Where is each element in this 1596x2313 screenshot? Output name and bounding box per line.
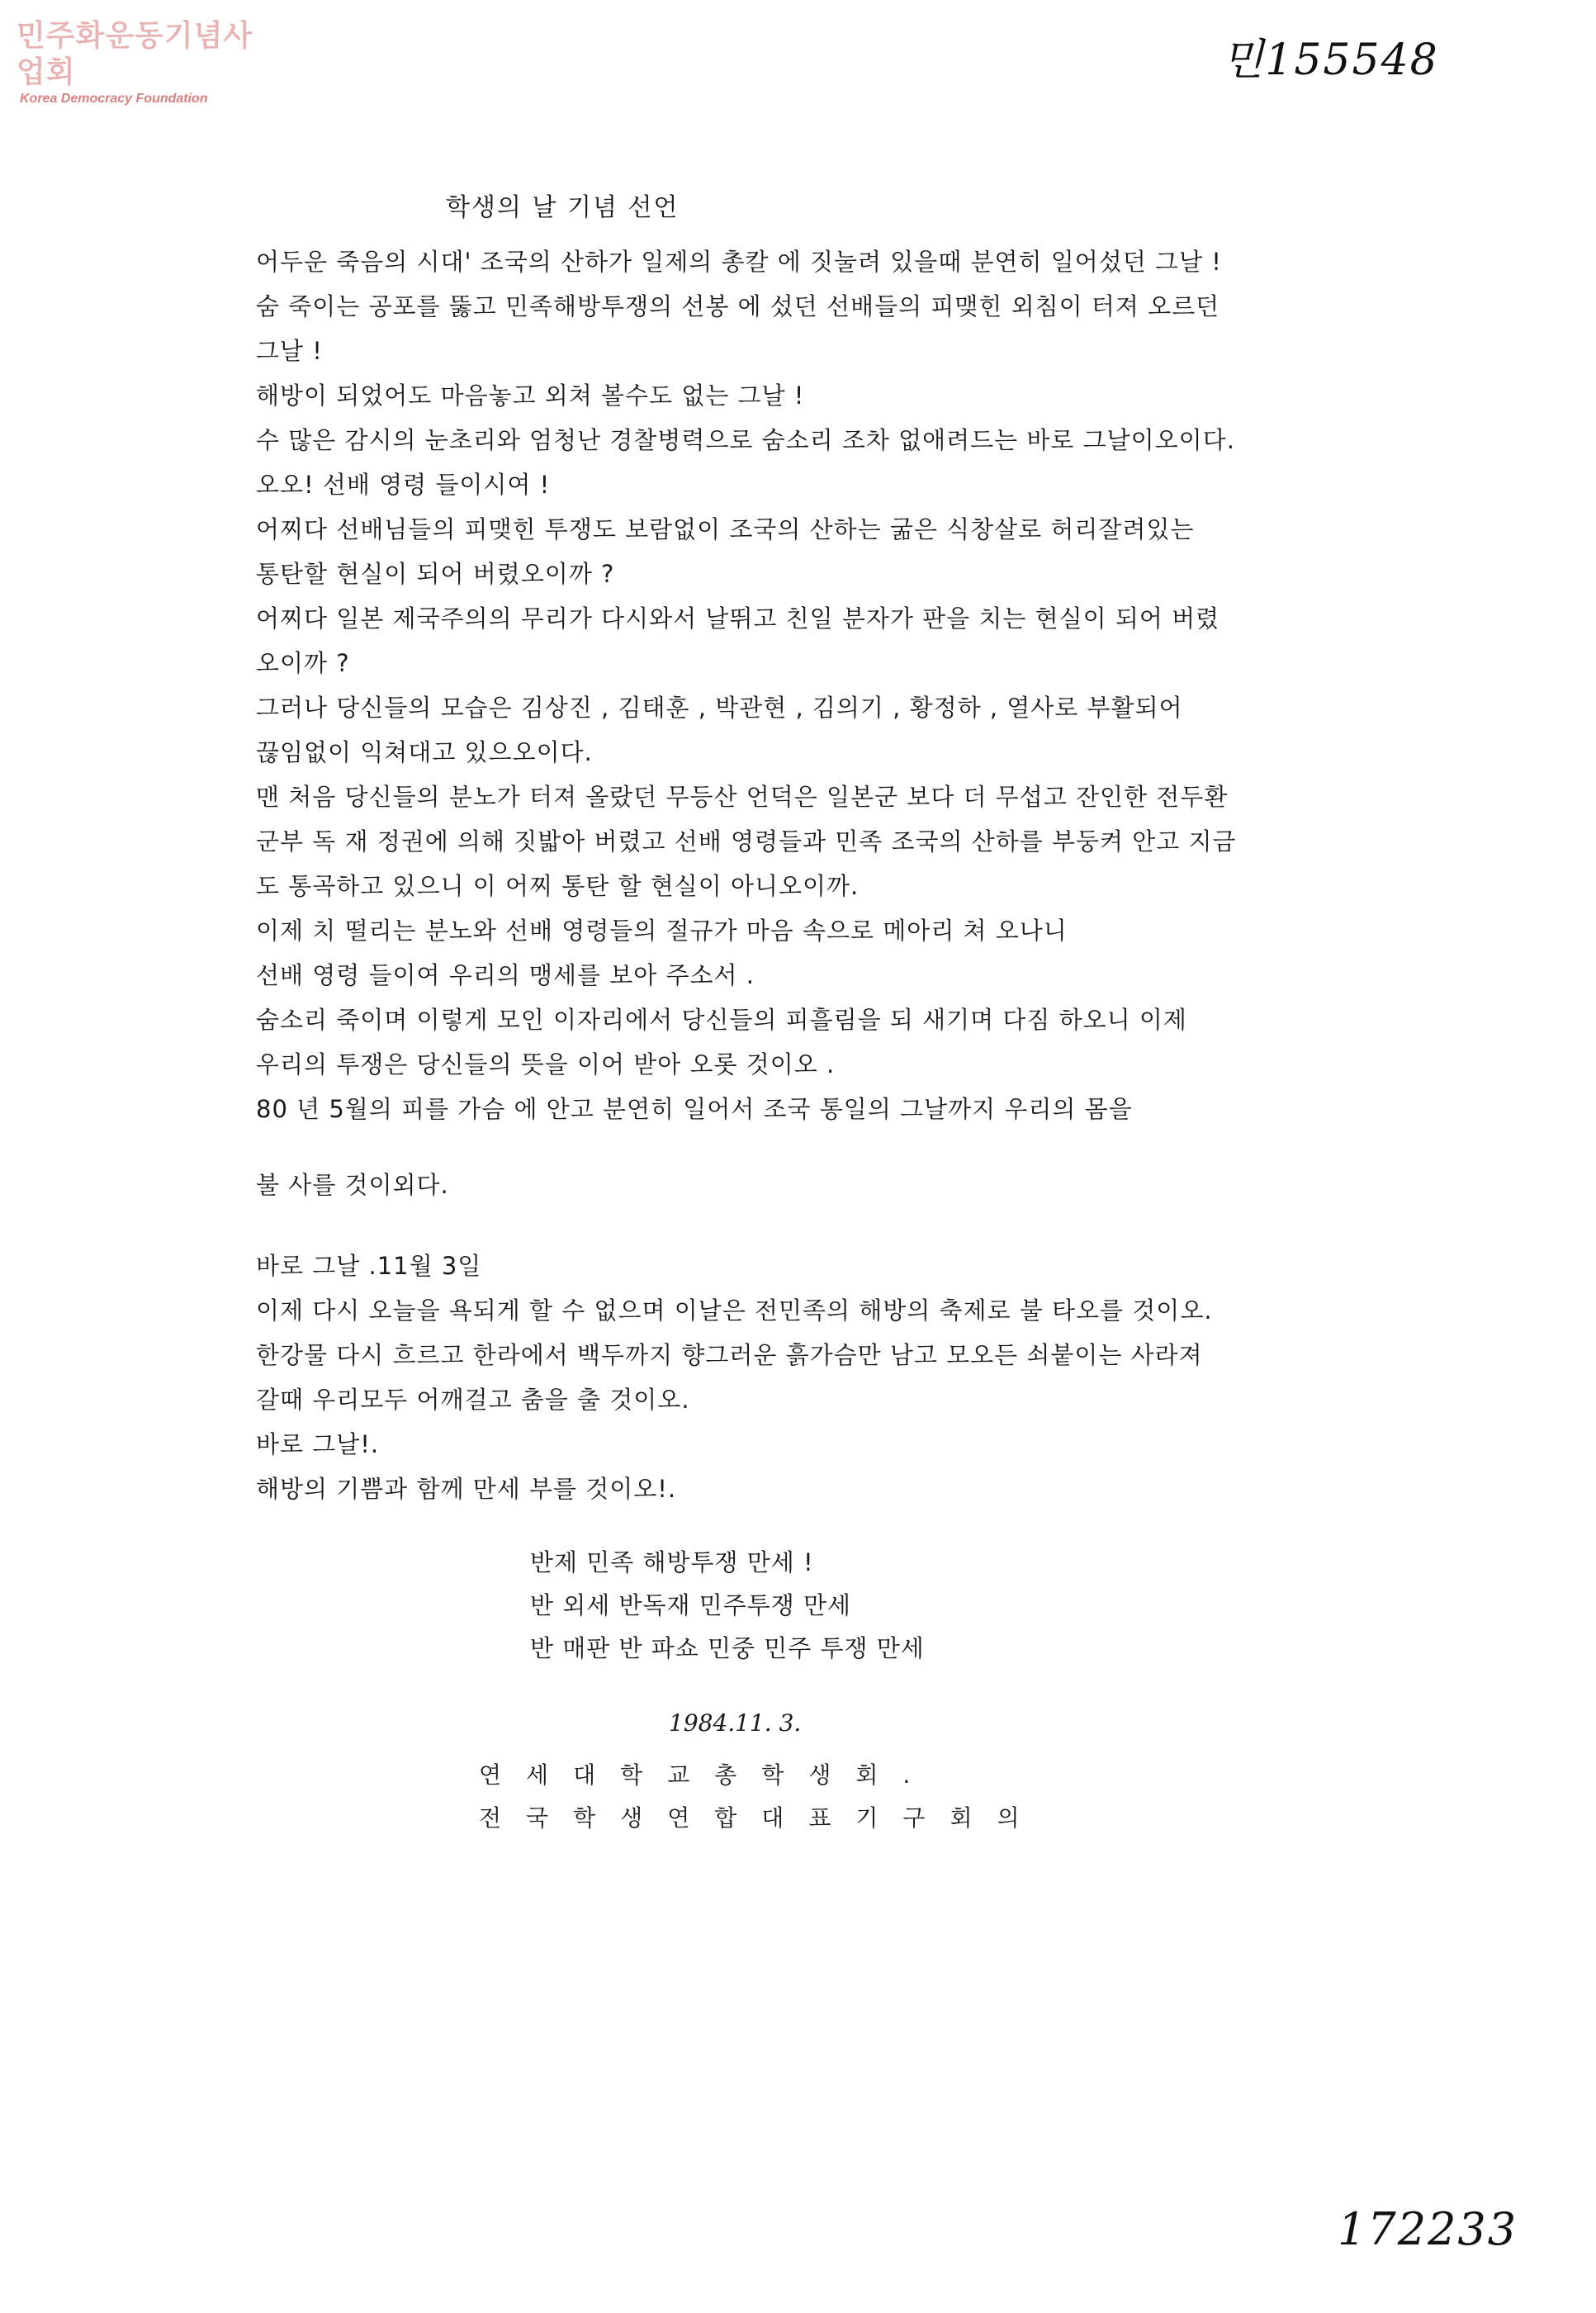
body-line: 어찌다 선배님들의 피맺힌 투쟁도 보람없이 조국의 산하는 굶은 식창살로 허리잘려있는 <box>256 515 1195 543</box>
slogan: 반제 민족 해방투쟁 만세 ! <box>530 1548 814 1576</box>
slogan: 반 외세 반독재 민주투쟁 만세 <box>530 1591 852 1619</box>
body-line: 맨 처음 당신들의 분노가 터져 올랐던 무등산 언덕은 일본군 보다 더 무섭고 잔인한 전두환 <box>256 783 1229 811</box>
body-line: 어두운 죽음의 시대' 조국의 산하가 일제의 총칼 에 짓눌려 있을때 분연히 일어섰던 그날 ! <box>256 248 1222 276</box>
body-line: 어찌다 일본 제국주의의 무리가 다시와서 날뛰고 친일 분자가 판을 치는 현실이 되어 버렸 <box>256 604 1220 633</box>
watermark-korean: 민주화운동기념사업회 <box>17 19 253 89</box>
body-line: 80 년 5월의 피를 가슴 에 안고 분연히 일어서 조국 통일의 그날까지 우리의 몸을 <box>256 1095 1133 1123</box>
body-line: 이제 치 떨리는 분노와 선배 영령들의 절규가 마음 속으로 메아리 쳐 오나니 <box>256 917 1068 945</box>
signatory: 전국학생연합대표기구회의 <box>479 1804 1044 1832</box>
watermark-english: Korea Democracy Foundation <box>20 92 208 106</box>
slogan: 반 매판 반 파쇼 민중 민주 투쟁 만세 <box>530 1634 925 1662</box>
declaration-body-2 <box>256 1244 1346 1511</box>
body-line: 그러나 당신들의 모습은 김상진 , 김태훈 , 박관현 , 김의기 , 황정하 , 열사로 부활되어 <box>256 694 1183 722</box>
body-line: 우리의 투쟁은 당신들의 뜻을 이어 받아 오롯 것이오 . <box>256 1050 836 1078</box>
body-line: 해방이 되었어도 마음놓고 외쳐 볼수도 없는 그날 ! <box>256 382 805 410</box>
body-line: 숨소리 죽이며 이렇게 모인 이자리에서 당신들의 피흘림을 되 새기며 다짐 하오니 이제 <box>256 1006 1187 1034</box>
foundation-watermark <box>17 18 264 107</box>
declaration-body <box>256 239 1346 1207</box>
body-line: 한강물 다시 흐르고 한라에서 백두까지 향그러운 흙가슴만 남고 모오든 쇠붙이는 사라져 <box>256 1341 1203 1369</box>
body-line: 해방의 기쁨과 함께 만세 부를 것이오!. <box>256 1475 677 1503</box>
body-line: 통탄할 현실이 되어 버렸오이까 ? <box>256 560 615 588</box>
body-line: 오이까 ? <box>256 649 350 677</box>
document-title: 학생의 날 기념 선언 <box>446 193 680 222</box>
slogan-list <box>530 1541 1346 1670</box>
body-line: 도 통곡하고 있으니 이 어찌 통탄 할 현실이 아니오이까. <box>256 872 860 900</box>
body-line: 수 많은 감시의 눈초리와 엄청난 경찰병력으로 숨소리 조차 없애려드는 바로 그날이오이다. <box>256 426 1235 454</box>
signatory: 연세대학교총학생회. <box>479 1761 935 1789</box>
document-date: 1984.11. 3. <box>669 1709 802 1737</box>
body-line: 갈때 우리모두 어깨걸고 춤을 출 것이오. <box>256 1386 690 1414</box>
signatories <box>479 1754 1346 1840</box>
body-line: 선배 영령 들이여 우리의 맹세를 보아 주소서 . <box>256 961 755 989</box>
declaration-document <box>256 192 1346 1840</box>
body-line: 바로 그날!. <box>256 1430 380 1458</box>
body-line: 군부 독 재 정권에 의해 짓밟아 버렸고 선배 영령들과 민족 조국의 산하를 부둥켜 안고 지금 <box>256 827 1237 856</box>
body-line: 끊임없이 익쳐대고 있으오이다. <box>256 738 593 766</box>
body-line: 이제 다시 오늘을 욕되게 할 수 없으며 이날은 전민족의 해방의 축제로 불 타오를 것이오. <box>256 1296 1213 1325</box>
body-line: 숨 죽이는 공포를 뚫고 민족해방투쟁의 선봉 에 섰던 선배들의 피맺힌 외침이 터져 오르던 <box>256 292 1220 320</box>
archive-number-bottom: 172233 <box>1338 2203 1518 2255</box>
body-line: 바로 그날 .11월 3일 <box>256 1252 482 1280</box>
body-line: 그날 ! <box>256 337 323 365</box>
body-line: 오오! 선배 영령 들이시여 ! <box>256 471 551 499</box>
archive-number-top: 민155548 <box>1222 36 1439 85</box>
body-line: 불 사를 것이외다. <box>256 1171 449 1199</box>
